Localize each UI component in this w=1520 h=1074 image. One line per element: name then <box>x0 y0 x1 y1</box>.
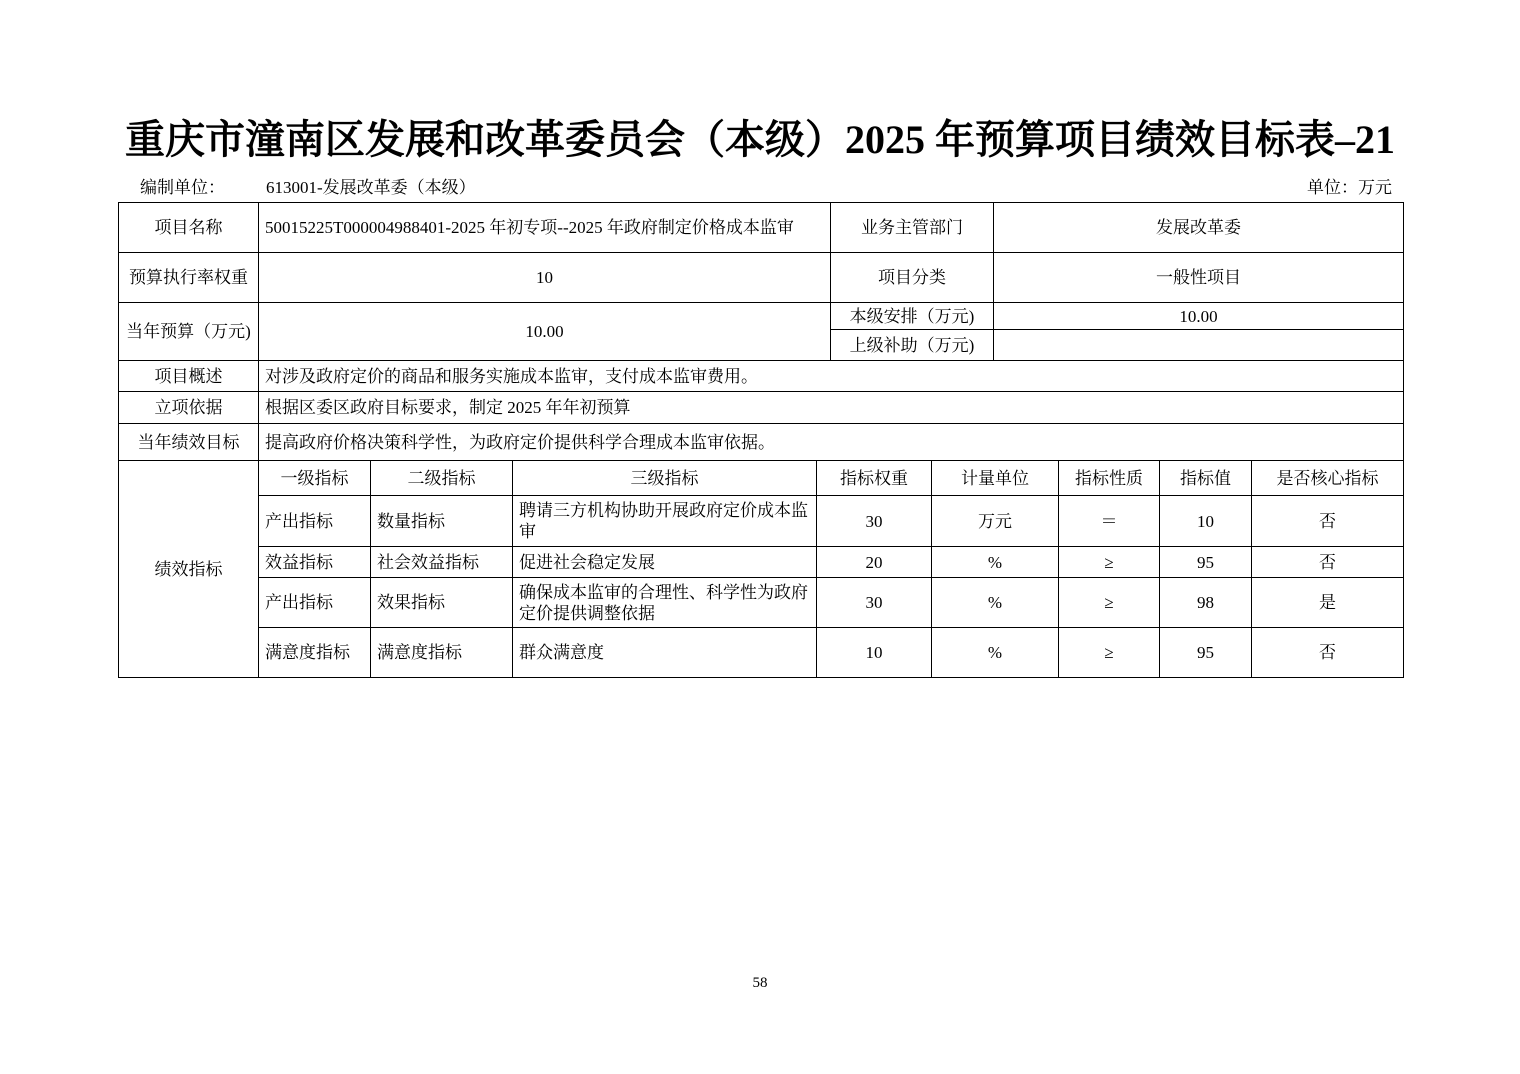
level3-cell: 群众满意度 <box>513 628 817 678</box>
project-name-label: 项目名称 <box>119 203 259 253</box>
unit-cell: % <box>932 628 1059 678</box>
local-value: 10.00 <box>994 303 1404 330</box>
unit-cell: % <box>932 578 1059 628</box>
page-title: 重庆市潼南区发展和改革委员会（本级）2025 年预算项目绩效目标表–21 <box>125 117 1395 162</box>
value-cell: 98 <box>1160 578 1252 628</box>
category-value: 一般性项目 <box>994 253 1404 303</box>
weight-value: 10 <box>259 253 831 303</box>
level2-cell: 效果指标 <box>371 578 513 628</box>
weight-cell: 20 <box>817 547 932 578</box>
header-cell: 指标权重 <box>817 461 932 496</box>
overview-value: 对涉及政府定价的商品和服务实施成本监审，支付成本监审费用。 <box>259 361 1404 392</box>
header-cell: 指标值 <box>1160 461 1252 496</box>
nature-cell: ≥ <box>1059 628 1160 678</box>
weight-label: 预算执行率权重 <box>119 253 259 303</box>
core-cell: 否 <box>1252 628 1404 678</box>
unit-label: 编制单位： <box>140 178 225 197</box>
dept-value: 发展改革委 <box>994 203 1404 253</box>
header-cell: 二级指标 <box>371 461 513 496</box>
table-row <box>119 578 1404 628</box>
weight-cell: 30 <box>817 496 932 547</box>
table-row <box>119 547 1404 578</box>
core-cell: 否 <box>1252 496 1404 547</box>
header-cell: 指标性质 <box>1059 461 1160 496</box>
page-number: 58 <box>752 975 768 991</box>
upper-value <box>994 330 1404 361</box>
overview-label: 项目概述 <box>119 361 259 392</box>
upper-label: 上级补助（万元) <box>831 330 994 361</box>
value-cell: 95 <box>1160 628 1252 678</box>
core-cell: 是 <box>1252 578 1404 628</box>
level1-cell: 效益指标 <box>259 547 371 578</box>
header-cell: 一级指标 <box>259 461 371 496</box>
dept-label: 业务主管部门 <box>831 203 994 253</box>
nature-cell: ＝ <box>1059 496 1160 547</box>
unit-value: 613001-发展改革委（本级） <box>266 178 476 197</box>
table-row <box>119 628 1404 678</box>
project-name-value: 50015225T000004988401-2025 年初专项--2025 年政府制定价格成本监审 <box>259 203 831 253</box>
unit-cell: % <box>932 547 1059 578</box>
unit-cell: 万元 <box>932 496 1059 547</box>
nature-cell: ≥ <box>1059 547 1160 578</box>
level3-cell: 聘请三方机构协助开展政府定价成本监审 <box>513 496 817 547</box>
table-row <box>119 496 1404 547</box>
local-label: 本级安排（万元) <box>831 303 994 330</box>
value-cell: 95 <box>1160 547 1252 578</box>
weight-cell: 30 <box>817 578 932 628</box>
budget-value: 10.00 <box>259 303 831 361</box>
core-cell: 否 <box>1252 547 1404 578</box>
goal-label: 当年绩效目标 <box>119 424 259 461</box>
category-label: 项目分类 <box>831 253 994 303</box>
budget-label: 当年预算（万元) <box>119 303 259 361</box>
header-cell: 三级指标 <box>513 461 817 496</box>
level3-cell: 确保成本监审的合理性、科学性为政府定价提供调整依据 <box>513 578 817 628</box>
level2-cell: 社会效益指标 <box>371 547 513 578</box>
level2-cell: 数量指标 <box>371 496 513 547</box>
indicators-section-label: 绩效指标 <box>119 461 259 678</box>
header-row <box>118 173 1392 195</box>
level1-cell: 产出指标 <box>259 496 371 547</box>
header-cell: 计量单位 <box>932 461 1059 496</box>
nature-cell: ≥ <box>1059 578 1160 628</box>
level2-cell: 满意度指标 <box>371 628 513 678</box>
basis-label: 立项依据 <box>119 392 259 424</box>
weight-cell: 10 <box>817 628 932 678</box>
currency-unit: 单位：万元 <box>1307 178 1392 197</box>
level3-cell: 促进社会稳定发展 <box>513 547 817 578</box>
header-cell: 是否核心指标 <box>1252 461 1404 496</box>
value-cell: 10 <box>1160 496 1252 547</box>
level1-cell: 满意度指标 <box>259 628 371 678</box>
project-info-table <box>118 202 1404 461</box>
indicators-table <box>118 460 1404 678</box>
level1-cell: 产出指标 <box>259 578 371 628</box>
goal-value: 提高政府价格决策科学性，为政府定价提供科学合理成本监审依据。 <box>259 424 1404 461</box>
basis-value: 根据区委区政府目标要求，制定 2025 年年初预算 <box>259 392 1404 424</box>
